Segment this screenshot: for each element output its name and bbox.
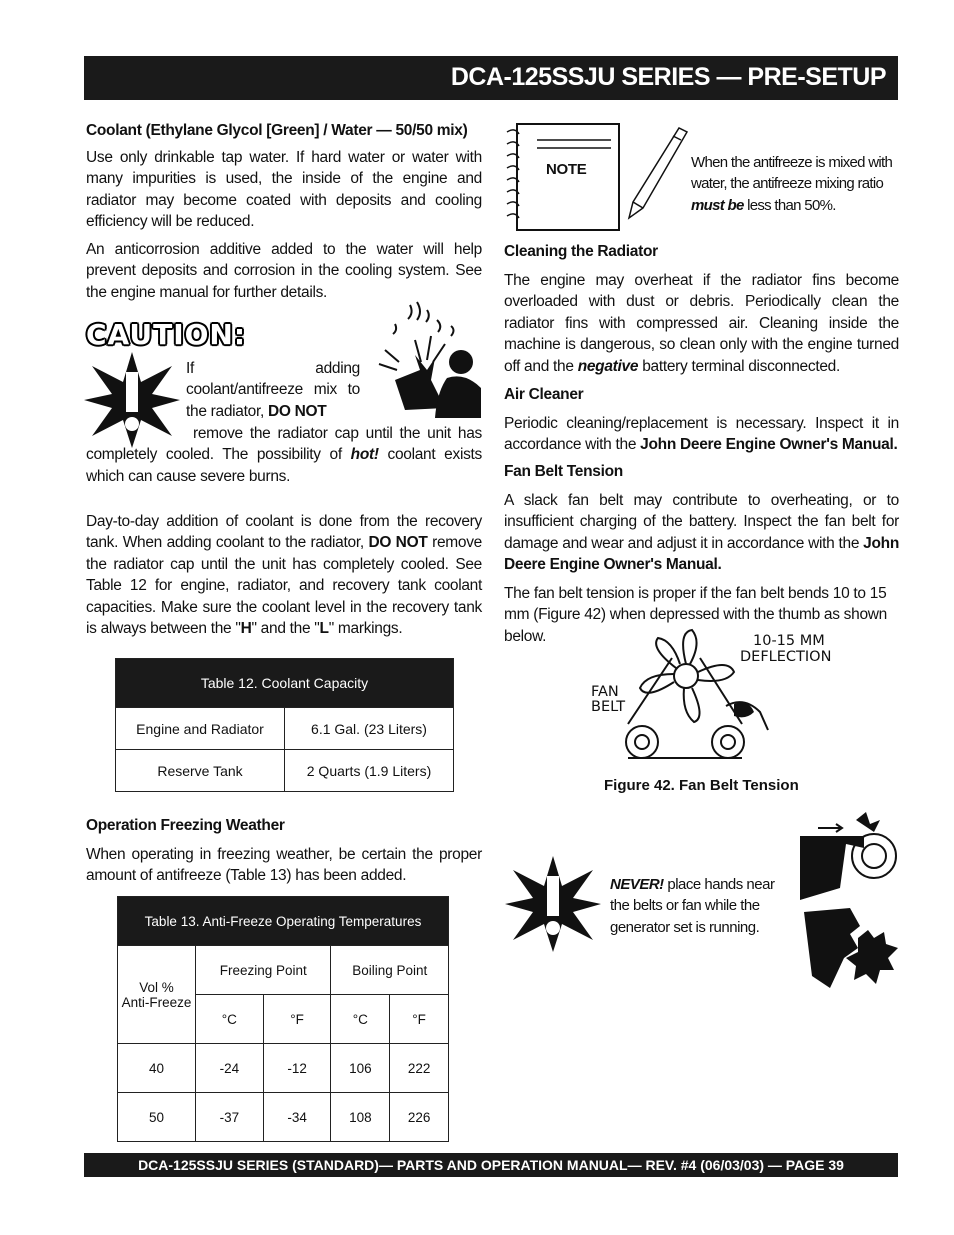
table-row	[118, 1044, 449, 1093]
air-cleaner-heading: Air Cleaner	[504, 386, 584, 403]
deflection-label	[740, 633, 831, 665]
daily-text-a: Day-to-day addition of coolant is done from the recovery tank. When adding coolant to the radiator,	[86, 513, 482, 552]
table-cell: -12	[263, 1044, 331, 1093]
coolant-paragraph-1: Use only drinkable tap water. If hard water or water with many impurities is used, the inside of the engine and radiator may become coated with deposits and cooling efficiency will be reduced.	[86, 149, 482, 231]
caution-text-c: coolant exists which can cause severe burns.	[86, 446, 482, 485]
deflection-label-line2: DEFLECTION	[740, 649, 832, 665]
caution-text-continuation	[86, 423, 482, 487]
unit-header: °C	[331, 995, 390, 1044]
note-label: NOTE	[546, 161, 587, 178]
table-cell: Engine and Radiator	[116, 708, 285, 750]
note-text	[691, 152, 903, 216]
antifreeze-table	[117, 896, 449, 1142]
daily-coolant-paragraph	[86, 511, 482, 639]
daily-do-not: DO NOT	[368, 534, 428, 552]
fan-belt-label-line2: BELT	[591, 699, 626, 715]
fan-belt-paragraph-1	[504, 490, 899, 576]
note-text-b: less than 50%.	[743, 196, 836, 214]
caution-text-b: remove the radiator cap until the unit has completely cooled. The possibility of	[86, 425, 482, 464]
never-bold: NEVER!	[610, 876, 664, 893]
table-cell: 222	[390, 1044, 449, 1093]
notepad-pencil-icon	[503, 118, 689, 234]
table-row	[118, 1093, 449, 1142]
caution-text-a: If adding coolant/antifreeze mix to the radiator,	[186, 360, 360, 420]
vol-antifreeze-header: Vol % Anti-Freeze	[118, 946, 196, 1044]
hand-entanglement-icon	[800, 808, 904, 1016]
fan-belt-heading: Fan Belt Tension	[504, 463, 623, 480]
belt-manual-ref: John Deere Engine Owner's Manual.	[504, 534, 899, 574]
table12-title: Table 12. Coolant Capacity	[116, 659, 454, 708]
table-cell: 226	[390, 1093, 449, 1142]
air-manual-ref: John Deere Engine Owner's Manual.	[640, 436, 898, 454]
table-cell: 50	[118, 1093, 196, 1142]
table-row	[116, 750, 454, 792]
page-header-bar	[84, 56, 898, 100]
table-cell: Reserve Tank	[116, 750, 285, 792]
belt-text-a: A slack fan belt may contribute to overheating, or to insufficient charging of the battery. Inspect the fan belt for damage and wear and adjust it in accordance with the	[504, 492, 899, 552]
figure-caption: Figure 42. Fan Belt Tension	[604, 777, 799, 794]
unit-header: °C	[196, 995, 264, 1044]
unit-header: °F	[263, 995, 331, 1044]
coolant-capacity-table	[115, 658, 454, 792]
fan-belt-label-line1: FAN	[591, 684, 619, 700]
fan-belt-label	[591, 685, 625, 715]
freezing-heading: Operation Freezing Weather	[86, 817, 285, 834]
daily-l-mark: L	[319, 620, 329, 638]
caution-text-wrapped	[186, 358, 360, 422]
radiator-negative: negative	[577, 357, 639, 375]
hot-coolant-splash-icon	[365, 300, 485, 418]
never-warning-text	[610, 874, 790, 938]
coolant-paragraph-2: An anticorrosion additive added to the water will help prevent deposits and corrosion in the cooling system. See the engine manual for further details.	[86, 241, 482, 301]
table-row	[116, 708, 454, 750]
table-cell: 2 Quarts (1.9 Liters)	[285, 750, 454, 792]
never-text: place hands near the belts or fan while the generator set is running.	[610, 876, 775, 936]
table-cell: -34	[263, 1093, 331, 1142]
table-cell: -37	[196, 1093, 264, 1142]
table13-title: Table 13. Anti-Freeze Operating Temperatures	[118, 897, 449, 946]
coolant-heading: Coolant (Ethylane Glycol [Green] / Water — 50/50 mix)	[86, 122, 468, 139]
daily-text-b: remove the radiator cap until the unit has completely cooled. See Table 12 for engine, radiator, and recovery tank coolant capacities. Make sure the coolant level in the recovery tank is always between the "	[86, 534, 482, 638]
unit-header: °F	[390, 995, 449, 1044]
page-footer: DCA-125SSJU SERIES (STANDARD)— PARTS AND OPERATION MANUAL— REV. #4 (06/03/03) — PAGE 39	[84, 1153, 898, 1177]
freezing-point-header: Freezing Point	[196, 946, 331, 995]
page-title: DCA-125SSJU SERIES — PRE-SETUP	[450, 63, 886, 91]
boiling-point-header: Boiling Point	[331, 946, 449, 995]
daily-h-mark: H	[240, 620, 252, 638]
air-cleaner-paragraph	[504, 413, 899, 456]
table-cell: 6.1 Gal. (23 Liters)	[285, 708, 454, 750]
table-cell: 108	[331, 1093, 390, 1142]
deflection-label-line1: 10-15 MM	[753, 633, 825, 649]
caution-do-not: DO NOT	[267, 402, 327, 420]
radiator-heading: Cleaning the Radiator	[504, 243, 658, 260]
daily-text-d: " markings.	[328, 620, 403, 638]
caution-title: CAUTION:	[86, 318, 247, 351]
air-text-a: Periodic cleaning/replacement is necessary. Inspect it in accordance with the	[504, 415, 899, 454]
caution-hot: hot!	[350, 446, 379, 464]
radiator-text-b: battery terminal disconnected.	[638, 357, 840, 375]
note-must-be: must be	[691, 196, 744, 214]
note-text-a: When the antifreeze is mixed with water, the antifreeze mixing ratio	[691, 154, 893, 193]
radiator-paragraph	[504, 270, 899, 377]
table-cell: 40	[118, 1044, 196, 1093]
table-cell: 106	[331, 1044, 390, 1093]
fan-belt-paragraph-2: The fan belt tension is proper if the fan belt bends 10 to 15 mm (Figure 42) when depressed with the thumb as shown below.	[504, 585, 887, 645]
freezing-paragraph: When operating in freezing weather, be certain the proper amount of antifreeze (Table 13) has been added.	[86, 846, 482, 885]
radiator-text-a: The engine may overheat if the radiator fins become overloaded with dust or debris. Periodically clean the radiator fins with compressed air. Cleaning inside the machine is dangerous, so clean only with the engine turned off and the	[504, 272, 899, 375]
table-cell: -24	[196, 1044, 264, 1093]
warning-star-icon	[505, 856, 601, 952]
daily-text-c: " and the "	[251, 620, 320, 638]
